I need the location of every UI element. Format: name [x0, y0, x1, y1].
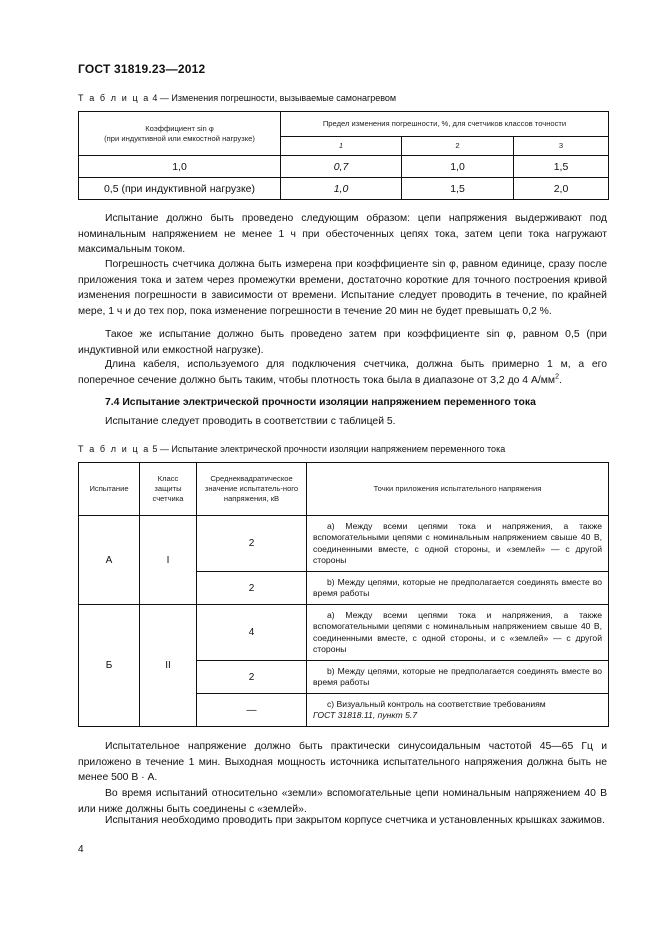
table5-kv: 4 — [197, 605, 307, 661]
table4-group-header: Предел изменения погрешности, %, для счетчиков классов точности — [281, 112, 609, 137]
table5-header-class: Класс защиты счетчика — [140, 463, 197, 516]
table5-header-test: Испытание — [79, 463, 140, 516]
table5-kv: 2 — [197, 661, 307, 694]
table4-class-header: 3 — [514, 137, 609, 156]
table5-caption-text: 5 — Испытание электрической прочности изоляции напряжением переменного тока — [152, 444, 506, 454]
table4-caption-label: Т а б л и ц а — [78, 93, 150, 103]
table4-caption — [78, 93, 396, 104]
table4-class-header: 1 — [281, 137, 402, 156]
section-heading: 7.4 Испытание электрической прочности изоляции напряжением переменного тока — [105, 397, 536, 408]
table5-kv: 2 — [197, 572, 307, 605]
table5-point-text: b) Между цепями, которые не предполагается соединять вместе во время работы — [307, 572, 609, 605]
table4-col1-header — [79, 112, 281, 156]
table5-caption-label: Т а б л и ц а — [78, 444, 150, 454]
table5-test-b: Б — [79, 605, 140, 727]
paragraph: Такое же испытание должно быть проведено затем при коэффициенте sin φ, равном 0,5 (при индуктивной или емкостной нагрузке). — [78, 329, 607, 356]
table5-test-a: А — [79, 516, 140, 605]
table5-point-text: a) Между всеми цепями тока и напряжения, а также вспомогательными цепями с номинальным напряжением свыше 40 В, соединенными вместе, с одной стороны, и с «землей» — с другой стороны — [307, 605, 609, 661]
paragraph — [78, 357, 607, 388]
table-row — [79, 178, 609, 200]
table-row — [79, 605, 609, 661]
section-intro: Испытание следует проводить в соответствии с таблицей 5. — [105, 416, 396, 427]
table-row — [79, 156, 609, 178]
paragraph-end: . — [559, 374, 562, 386]
table4-cell: 0,7 — [281, 156, 402, 178]
table4-cell: 1,5 — [514, 156, 609, 178]
table5-point-text-main: c) Визуальный контроль на соответствие требованиям — [327, 698, 546, 709]
table5-class-a: I — [140, 516, 197, 605]
table-row — [79, 516, 609, 572]
page-number: 4 — [78, 844, 84, 855]
paragraph: Во время испытаний относительно «земли» вспомогательные цепи номинальным напряжением 40 В или ниже должны быть соединены с «землей». — [78, 788, 607, 815]
table5-caption — [78, 444, 505, 455]
table4-caption-text: 4 — Изменения погрешности, вызываемые самонагревом — [152, 93, 397, 103]
table-4 — [78, 111, 609, 200]
table5-class-b: II — [140, 605, 197, 727]
table4-cell: 2,0 — [514, 178, 609, 200]
table5-kv: 2 — [197, 516, 307, 572]
paragraph-text: Длина кабеля, используемого для подключения счетчика, должна быть примерно 1 м, а его поперечное сечение должно быть таким, чтобы плотность тока была в диапазоне от 3,2 до 4 А/мм — [78, 359, 607, 386]
paragraph: Испытательное напряжение должно быть практически синусоидальным частотой 45—65 Гц и приложено в течение 1 мин. Выходная мощность источника испытательного напряжения должна быть не менее 500 В · А. — [78, 741, 607, 783]
table4-cell: 1,0 — [402, 156, 514, 178]
table4-class-header: 2 — [402, 137, 514, 156]
table5-kv: — — [197, 694, 307, 727]
table4-cell: 1,0 — [281, 178, 402, 200]
table4-cell: 0,5 (при индуктивной нагрузке) — [79, 178, 281, 200]
standard-reference: ГОСТ 31818.11, пункт 5.7 — [313, 710, 418, 720]
table4-cell: 1,5 — [402, 178, 514, 200]
table5-header-points: Точки приложения испытательного напряжения — [307, 463, 609, 516]
table-5 — [78, 462, 609, 727]
superscript: 2 — [555, 373, 559, 381]
table4-col1-header-line2: (при индуктивной или емкостной нагрузке) — [104, 133, 255, 143]
table5-point-text — [307, 694, 609, 727]
table4-cell: 1,0 — [79, 156, 281, 178]
table5-point-text: b) Между цепями, которые не предполагается соединять вместе во время работы — [307, 661, 609, 694]
paragraph: Погрешность счетчика должна быть измерена при коэффициенте sin φ, равном единице, сразу после приложения тока и затем через промежутки времени, достаточно короткие для точного построения кривой изменения погрешности в зависимости от времени. Испытание следует проводить в течение, по крайней мере, 1 ч и до тех пор, пока изменение погрешности в течение 20 мин не будет превышать 0,2 %. — [78, 259, 607, 317]
table4-col1-header-line1: Коэффициент sin φ — [145, 123, 214, 133]
table5-point-text: a) Между всеми цепями тока и напряжения, а также вспомогательными цепями с номинальным напряжением свыше 40 В, соединенными вместе, с одной стороны, и «землей» — с другой стороны — [307, 516, 609, 572]
document-header: ГОСТ 31819.23—2012 — [78, 62, 206, 76]
paragraph: Испытание должно быть проведено следующим образом: цепи напряжения выдерживают под номинальным напряжением не менее 1 ч при обесточенных цепях тока, затем цепи тока нагружают максимальным током. — [78, 213, 607, 255]
table5-header-voltage: Среднеквадратическое значение испытатель-ного напряжения, кВ — [197, 463, 307, 516]
paragraph: Испытания необходимо проводить при закрытом корпусе счетчика и установленных крышках зажимов. — [105, 815, 605, 826]
